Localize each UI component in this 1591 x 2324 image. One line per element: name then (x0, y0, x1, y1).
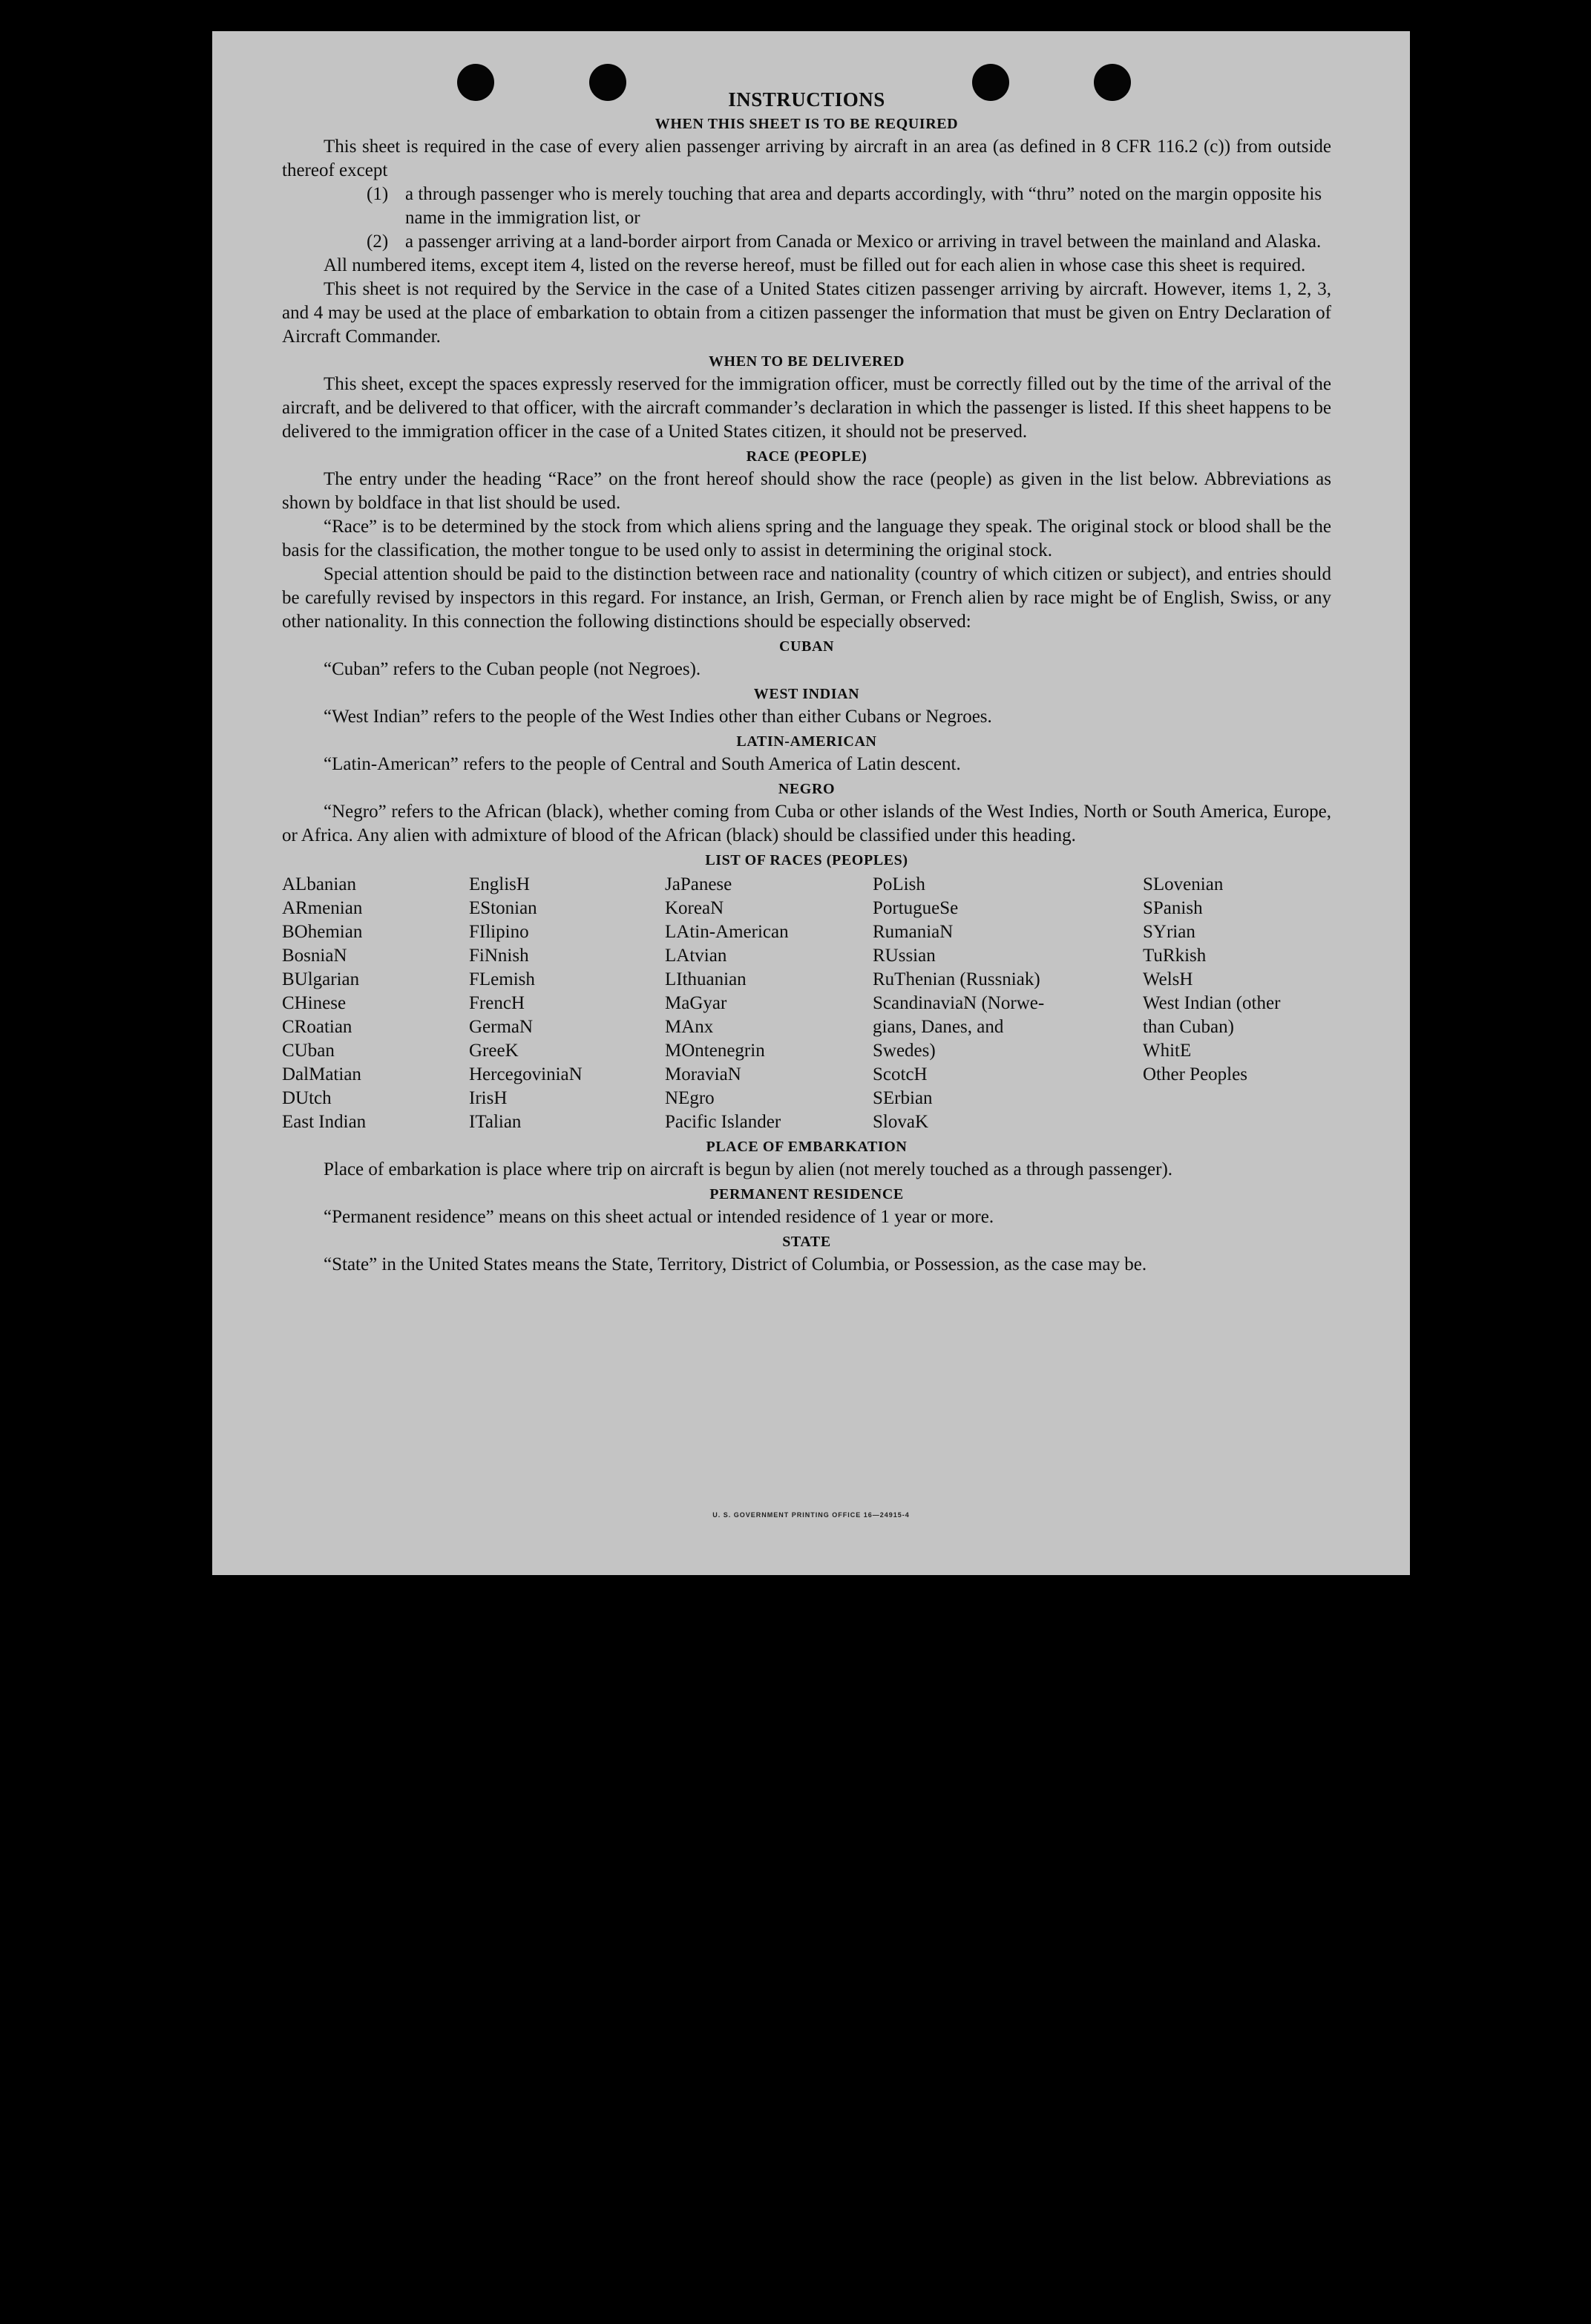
item-text: a passenger arriving at a land-border airport from Canada or Mexico or arriving in travel between the mainland and Alaska. (405, 232, 1322, 252)
race-entry: ScotcH (873, 1064, 928, 1084)
paragraph-race-nationality: Special attention should be paid to the distinction between race and nationality (country of which citizen or subject), and entries should be carefully revised by inspectors in this regard. For instance, an Irish, German, or French alien by race might be of English, Swiss, or any other nationality. In this connection the following distinctions should be especially observed: (282, 564, 1331, 632)
paragraph-required-intro: This sheet is required in the case of every alien passenger arriving by aircraft in an area (as defined in 8 CFR 116.2 (c)) from outside thereof except (282, 137, 1331, 180)
heading-latin-american: LATIN-AMERICAN (736, 733, 877, 750)
race-entry: FIlipino (469, 922, 529, 942)
race-entry: ARmenian (282, 898, 363, 918)
race-entry: MAnx (665, 1017, 714, 1037)
race-entry: RuThenian (Russniak) (873, 969, 1040, 989)
heading-negro: NEGRO (778, 781, 836, 797)
races-column (1143, 873, 1331, 1134)
race-entry: GreeK (469, 1041, 519, 1061)
races-column (665, 873, 873, 1134)
race-entry: BosniaN (282, 946, 347, 966)
race-entry: ITalian (469, 1112, 522, 1132)
race-entry: IrisH (469, 1088, 508, 1108)
race-entry: LAtin-American (665, 922, 789, 942)
race-entry: GermaN (469, 1017, 534, 1037)
heading-west-indian: WEST INDIAN (753, 686, 860, 702)
race-entry: WelsH (1143, 969, 1193, 989)
heading-permanent-residence: PERMANENT RESIDENCE (709, 1186, 904, 1202)
races-column (873, 873, 1143, 1134)
race-entry: MoraviaN (665, 1064, 741, 1084)
races-column (282, 873, 469, 1134)
item-number: (2) (367, 232, 389, 252)
item-number: (1) (367, 184, 389, 204)
paragraph-embarkation: Place of embarkation is place where trip on aircraft is begun by alien (not merely touched as a through passenger). (324, 1159, 1173, 1179)
race-entry: PortugueSe (873, 898, 959, 918)
race-entry: TuRkish (1143, 946, 1207, 966)
race-entry: EStonian (469, 898, 537, 918)
heading-race: RACE (PEOPLE) (746, 448, 867, 465)
race-entry: FrencH (469, 993, 525, 1013)
race-entry: PoLish (873, 874, 925, 894)
heading-cuban: CUBAN (778, 638, 835, 655)
heading-when-required: WHEN THIS SHEET IS TO BE REQUIRED (655, 116, 959, 132)
race-entry: BOhemian (282, 922, 363, 942)
race-entry: HercegoviniaN (469, 1064, 583, 1084)
race-entry: Other Peoples (1143, 1064, 1247, 1084)
race-entry: SErbian (873, 1088, 933, 1108)
race-entry: JaPanese (665, 874, 732, 894)
exception-item (367, 230, 1331, 254)
race-entry: SLovenian (1143, 874, 1224, 894)
paragraph-permanent-residence: “Permanent residence” means on this sheet actual or intended residence of 1 year or more. (324, 1207, 994, 1227)
race-entry: RumaniaN (873, 922, 954, 942)
race-entry: BUlgarian (282, 969, 360, 989)
paragraph-west-indian: “West Indian” refers to the people of the West Indies other than either Cubans or Negroes. (324, 707, 992, 727)
race-entry: CUban (282, 1041, 335, 1061)
paragraph-cuban: “Cuban” refers to the Cuban people (not Negroes). (324, 659, 701, 679)
heading-list-of-races: LIST OF RACES (PEOPLES) (705, 852, 908, 868)
paragraph-numbered-items: All numbered items, except item 4, listed on the reverse hereof, must be filled out for each alien in whose case this sheet is required. (324, 255, 1306, 275)
race-entry: ScandinaviaN (Norwe- gians, Danes, and Swedes) (873, 993, 1045, 1061)
race-entry: DalMatian (282, 1064, 361, 1084)
race-entry: West Indian (other than Cuban) (1143, 993, 1281, 1037)
race-entry: East Indian (282, 1112, 367, 1132)
race-entry: MaGyar (665, 993, 727, 1013)
paragraph-state: “State” in the United States means the State, Territory, District of Columbia, or Possession, as the case may be. (324, 1254, 1147, 1274)
race-entry: SPanish (1143, 898, 1203, 918)
race-entry: DUtch (282, 1088, 332, 1108)
exception-item (367, 183, 1331, 230)
race-entry: SYrian (1143, 922, 1195, 942)
race-entry: CRoatian (282, 1017, 352, 1037)
race-entry: KoreaN (665, 898, 724, 918)
race-entry: FiNnish (469, 946, 529, 966)
instructions-content (282, 88, 1331, 1277)
paragraph-citizen: This sheet is not required by the Service in the case of a United States citizen passenger arriving by aircraft. However, items 1, 2, 3, and 4 may be used at the place of embarkation to obtain from a citizen passenger the information that must be given on Entry Declaration of Aircraft Commander. (282, 279, 1331, 347)
race-entry: NEgro (665, 1088, 715, 1108)
item-text: a through passenger who is merely touching that area and departs accordingly, with “thru” noted on the margin opposite his name in the immigration list, or (405, 184, 1322, 228)
heading-embarkation: PLACE OF EMBARKATION (706, 1139, 908, 1155)
race-entry: FLemish (469, 969, 535, 989)
paragraph-race-entry: The entry under the heading “Race” on the front hereof should show the race (people) as given in the list below. Abbreviations as shown by boldface in that list should be used. (282, 469, 1331, 513)
document-title: INSTRUCTIONS (728, 88, 885, 111)
paragraph-race-stock: “Race” is to be determined by the stock from which aliens spring and the language they speak. The original stock or blood shall be the basis for the classification, the mother tongue to be used only to assist in determining the original stock. (282, 517, 1331, 560)
race-entry: LAtvian (665, 946, 727, 966)
race-entry: ALbanian (282, 874, 356, 894)
race-entry: Pacific Islander (665, 1112, 781, 1132)
race-entry: EnglisH (469, 874, 530, 894)
race-entry: RUssian (873, 946, 936, 966)
heading-state: STATE (782, 1234, 831, 1250)
paragraph-delivery: This sheet, except the spaces expressly reserved for the immigration officer, must be correctly filled out by the time of the arrival of the aircraft, and be delivered to that officer, with the aircraft commander’s declaration in which the passenger is listed. If this sheet happens to be delivered to the immigration officer in the case of a United States citizen, it should not be preserved. (282, 374, 1331, 442)
document-sheet (212, 31, 1410, 1575)
races-column (469, 873, 665, 1134)
paragraph-latin-american: “Latin-American” refers to the people of Central and South America of Latin descent. (324, 754, 961, 774)
race-entry: MOntenegrin (665, 1041, 765, 1061)
printing-office-footer: U. S. GOVERNMENT PRINTING OFFICE 16—24915-4 (712, 1511, 910, 1519)
races-list (282, 873, 1331, 1134)
heading-when-delivered: WHEN TO BE DELIVERED (708, 353, 905, 370)
race-entry: WhitE (1143, 1041, 1192, 1061)
race-entry: LIthuanian (665, 969, 747, 989)
paragraph-negro: “Negro” refers to the African (black), whether coming from Cuba or other islands of the West Indies, North or South America, Europe, or Africa. Any alien with admixture of blood of the African (black) should be classified under this heading. (282, 802, 1331, 845)
race-entry: CHinese (282, 993, 347, 1013)
race-entry: SlovaK (873, 1112, 928, 1132)
